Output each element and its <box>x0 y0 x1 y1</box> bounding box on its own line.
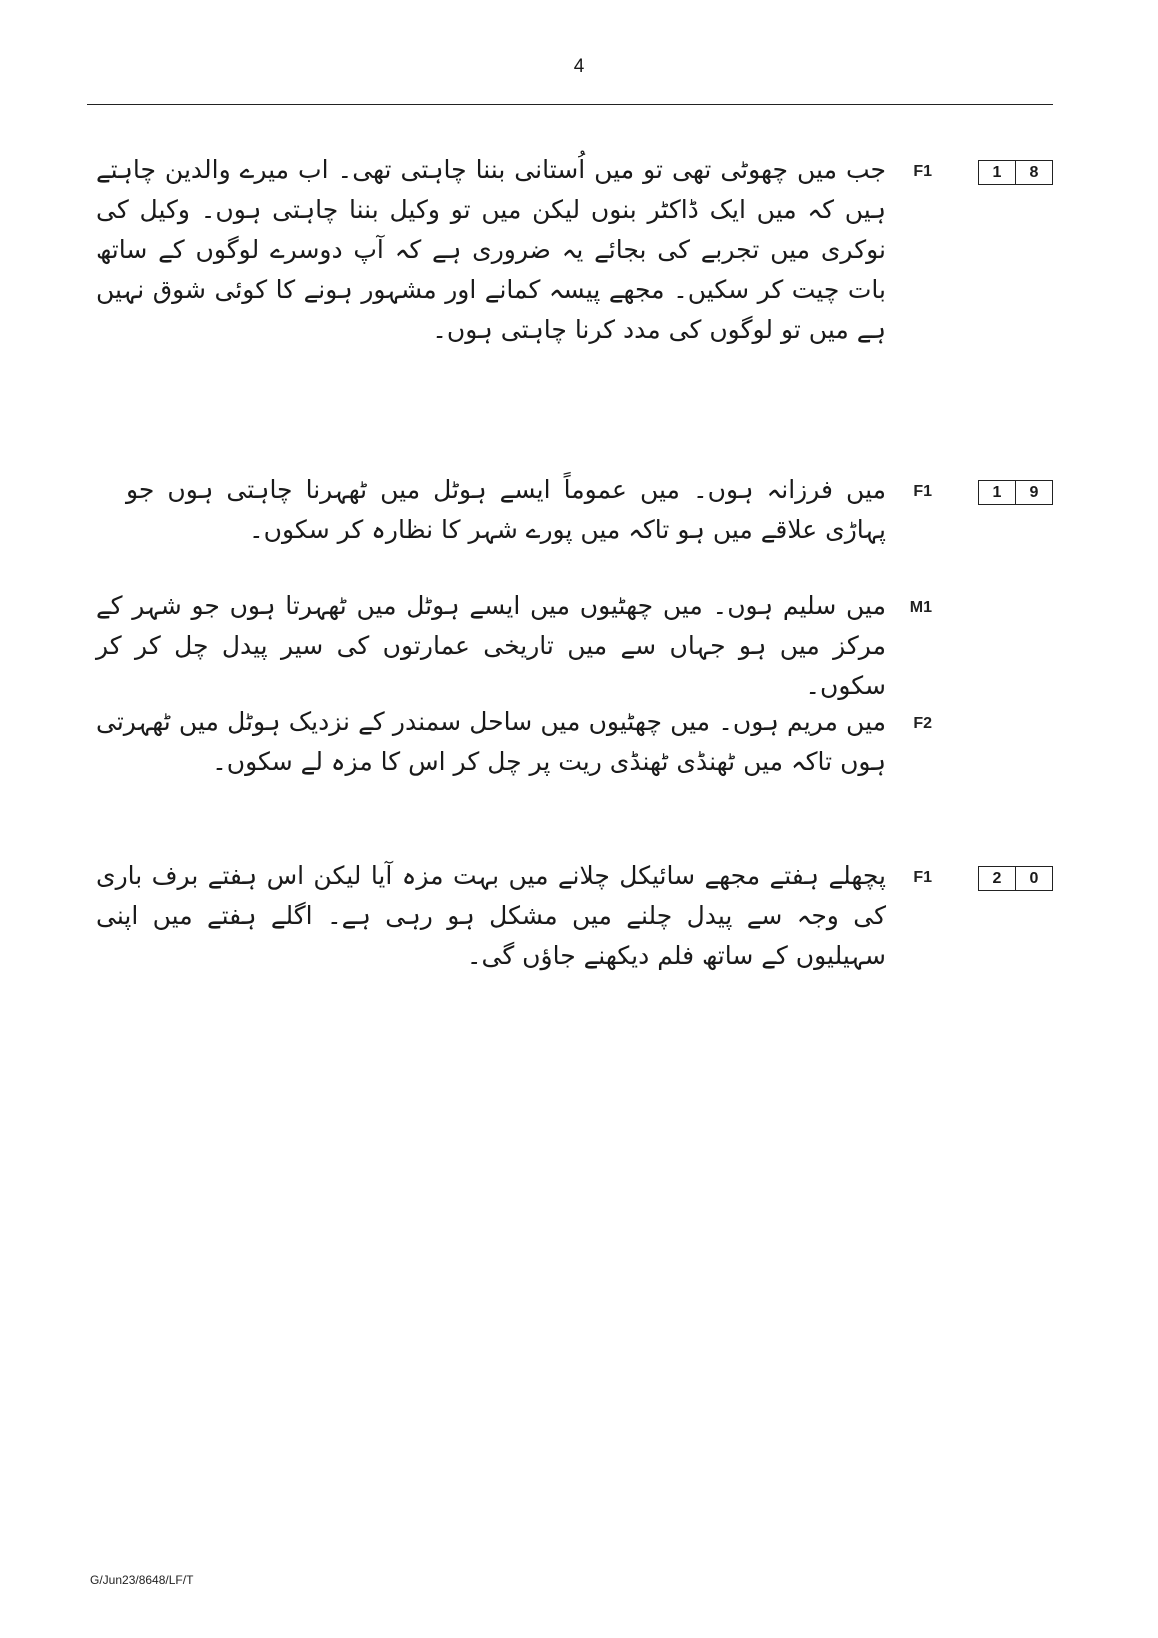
question-number-digit: 0 <box>1015 867 1052 890</box>
question-number-box <box>978 866 1053 891</box>
urdu-passage: جب میں چھوٹی تھی تو میں اُستانی بننا چاہتی تھی۔ اب میرے والدین چاہتے ہیں کہ میں ایک ڈاکٹر بنوں لیکن میں تو وکیل بننا چاہتی ہوں۔ وکیل کی نوکری میں تجربے کی بجائے یہ ضروری ہے کہ آپ دوسرے لوگوں کے ساتھ بات چیت کر سکیں۔ مجھے پیسہ کمانے اور مشہور ہونے کا کوئی شوق نہیں ہے میں تو لوگوں کی مدد کرنا چاہتی ہوں۔ <box>96 155 886 344</box>
speaker-label: F2 <box>913 715 932 732</box>
question-number-box <box>978 480 1053 505</box>
question-number-box <box>978 160 1053 185</box>
question-number-digit: 9 <box>1015 481 1052 504</box>
speaker-label: F1 <box>913 869 932 886</box>
question-number-digit: 8 <box>1015 161 1052 184</box>
question-number-digit: 1 <box>992 483 1002 501</box>
footer-document-code: G/Jun23/8648/LF/T <box>90 1573 194 1587</box>
speaker-label: F1 <box>913 163 932 180</box>
urdu-passage: پچھلے ہفتے مجھے سائیکل چلانے میں بہت مزہ آیا لیکن اس ہفتے برف باری کی وجہ سے پیدل چلنے میں مشکل ہو رہی ہے۔ اگلے ہفتے میں اپنی سہیلیوں کے ساتھ فلم دیکھنے جاؤں گی۔ <box>96 861 886 970</box>
urdu-passage: میں سلیم ہوں۔ میں چھٹیوں میں ایسے ہوٹل میں ٹھہرتا ہوں جو شہر کے مرکز میں ہو جہاں سے میں تاریخی عمارتوں کی سیر پیدل چل کر کر سکوں۔ <box>96 591 886 700</box>
header-divider <box>87 104 1053 105</box>
speaker-label: F1 <box>913 483 932 500</box>
page-number: 4 <box>573 56 585 77</box>
urdu-passage: میں مریم ہوں۔ میں چھٹیوں میں ساحل سمندر کے نزدیک ہوٹل میں ٹھہرتی ہوں تاکہ میں ٹھنڈی ٹھنڈی ریت پر چل کر اس کا مزہ لے سکوں۔ <box>96 707 886 776</box>
question-number-digit: 1 <box>992 163 1002 181</box>
question-number-digit: 2 <box>992 869 1002 887</box>
speaker-label: M1 <box>909 599 932 616</box>
urdu-passage: میں فرزانہ ہوں۔ میں عموماً ایسے ہوٹل میں ٹھہرنا چاہتی ہوں جو پہاڑی علاقے میں ہو تاکہ میں پورے شہر کا نظارہ کر سکوں۔ <box>126 475 886 544</box>
